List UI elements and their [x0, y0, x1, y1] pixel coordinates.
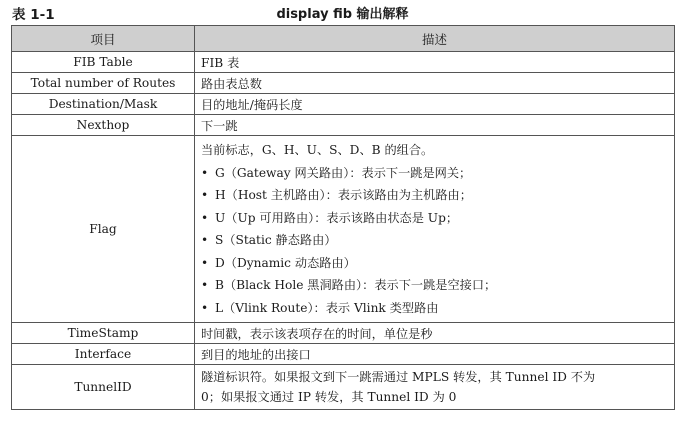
header-row	[12, 26, 675, 52]
row-desc: 到目的地址的出接口	[195, 344, 675, 365]
row-name: Nexthop	[12, 115, 195, 136]
row-name: Total number of Routes	[12, 73, 195, 94]
row-desc: 时间戳，表示该表项存在的时间，单位是秒	[195, 323, 675, 344]
row-desc: FIB 表	[195, 52, 675, 73]
header-item: 项目	[12, 26, 195, 52]
flag-item-text: L（Vlink Route）：表示 Vlink 类型路由	[215, 300, 439, 315]
flag-item-text: H（Host 主机路由）：表示该路由为主机路由；	[215, 188, 472, 202]
bullet-icon: •	[201, 278, 209, 292]
flag-item-text: U（Up 可用路由）：表示该路由状态是 Up；	[215, 210, 459, 225]
flag-name: Flag	[12, 136, 195, 323]
flag-item	[201, 229, 674, 252]
bullet-icon: •	[201, 233, 209, 247]
row-name: Destination/Mask	[12, 94, 195, 115]
bullet-icon: •	[201, 188, 209, 202]
caption-title: display fib 输出解释	[276, 7, 409, 22]
flag-item	[201, 184, 674, 207]
flag-intro: 当前标志，G、H、U、S、D、B 的组合。	[201, 143, 434, 157]
flag-item	[201, 252, 674, 275]
table-row	[12, 73, 675, 94]
row-name: FIB Table	[12, 52, 195, 73]
table-row	[12, 323, 675, 344]
row-name: Interface	[12, 344, 195, 365]
tunnel-name: TunnelID	[12, 365, 195, 410]
tunnel-desc-line2: 0；如果报文通过 IP 转发，其 Tunnel ID 为 0	[201, 390, 457, 404]
table-row	[12, 52, 675, 73]
row-desc: 下一跳	[195, 115, 675, 136]
flag-item	[201, 162, 674, 185]
tunnel-desc	[195, 365, 675, 410]
bullet-icon: •	[201, 300, 209, 315]
flag-item	[201, 297, 674, 320]
flag-row	[12, 136, 675, 323]
row-desc: 目的地址/掩码长度	[195, 94, 675, 115]
header-description: 描述	[195, 26, 675, 52]
row-name: TimeStamp	[12, 323, 195, 344]
bullet-icon: •	[201, 255, 209, 270]
flag-item-text: B（Black Hole 黑洞路由）：表示下一跳是空接口；	[215, 278, 497, 292]
flag-item	[201, 274, 674, 297]
table-row	[12, 94, 675, 115]
flag-desc	[195, 136, 675, 323]
tunnel-desc-line1: 隧道标识符。如果报文到下一跳需通过 MPLS 转发，其 Tunnel ID 不为	[201, 370, 596, 384]
flag-item-text: G（Gateway 网关路由）：表示下一跳是网关；	[215, 165, 472, 180]
flag-item-text: D（Dynamic 动态路由）	[215, 255, 356, 270]
bullet-icon: •	[201, 165, 209, 180]
fib-output-table	[11, 25, 675, 410]
tunnel-row	[12, 365, 675, 410]
table-row	[12, 115, 675, 136]
row-desc: 路由表总数	[195, 73, 675, 94]
caption-label: 表 1-1	[12, 7, 55, 23]
flag-item-text: S（Static 静态路由）	[215, 233, 337, 247]
bullet-icon: •	[201, 210, 209, 225]
table-row	[12, 344, 675, 365]
table-caption	[0, 0, 685, 24]
flag-item	[201, 207, 674, 230]
